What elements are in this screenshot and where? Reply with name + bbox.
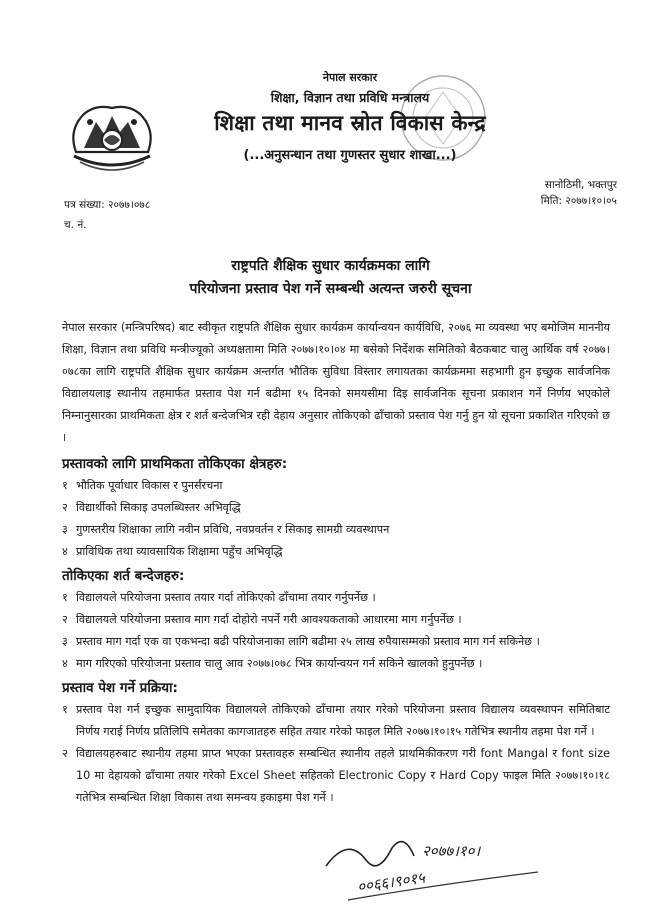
item-text: विद्यार्थीको सिकाइ उपलब्धिस्तर अभिवृद्धि <box>76 501 241 514</box>
item-text: विद्यालयले परियोजना प्रस्ताव तयार गर्दा तोकिएको ढाँचामा तयार गर्नुपर्नेछ । <box>76 591 376 604</box>
item-number: २ <box>62 747 68 760</box>
list-item <box>62 519 610 541</box>
item-number: २ <box>62 613 68 626</box>
item-number: २ <box>62 501 68 514</box>
intro-paragraph: नेपाल सरकार (मन्त्रिपरिषद) बाट स्वीकृत राष्ट्रपति शैक्षिक सुधार कार्यक्रम कार्यान्वयन कार्यविधि, २०७६ मा व्यवस्था भए बमोजिम माननीय शिक्षा, विज्ञान तथा प्रविधि मन्त्रीज्यूको अध्यक्षतामा मिति २०७७।१०।०४ मा बसेको निर्देशक समितिको बैठकबाट चालु आर्थिक वर्ष २०७७।०७८का लागि राष्ट्रपति शैक्षिक सुधार कार्यक्रम अन्तर्गत भौतिक सुविधा विस्तार लगायतका कार्यक्रममा सहभागी हुन इच्छुक सार्वजनिक विद्यालयलाइ स्थानीय तहमार्फत प्रस्ताव पेश गर्न बढीमा १५ दिनको समयसीमा दिइ सार्वजनिक सूचना प्रकाशन गर्ने निर्णय भएकोले निम्नानुसारका प्राथमिकता क्षेत्र र शर्त बन्देजभित्र रही देहाय अनुसार तोकिएको ढाँचाको प्रस्ताव पेश गर्नु हुन यो सूचना प्रकाशित गरिएको छ । <box>62 321 610 444</box>
handwritten-signature <box>318 826 548 906</box>
procedure-heading: प्रस्ताव पेश गर्ने प्रक्रिया: <box>62 680 178 696</box>
item-number: ३ <box>62 523 68 536</box>
list-item <box>62 699 610 743</box>
dispatch-number: च. नं. <box>64 219 87 231</box>
list-item <box>62 743 610 809</box>
item-number: ३ <box>62 635 68 648</box>
center-name: शिक्षा तथा मानव स्रोत विकास केन्द्र <box>214 111 486 135</box>
item-number: १ <box>62 703 68 716</box>
notice-title-line1: राष्ट्रपति शैक्षिक सुधार कार्यक्रमका लागि <box>231 258 430 274</box>
letter-number: पत्र संख्या: २०७७।०७८ <box>64 199 151 211</box>
item-text: विद्यालयले परियोजना प्रस्ताव माग गर्दा दोहोरो नपर्ने गरी आवश्यकताको आधारमा माग गर्नुपर्नेछ । <box>76 613 462 626</box>
list-item <box>62 475 610 497</box>
item-text: प्राविधिक तथा व्यावसायिक शिक्षामा पहुँच अभिवृद्धि <box>76 545 283 558</box>
item-text: प्रस्ताव माग गर्दा एक वा एकभन्दा बढी परियोजनाका लागि बढीमा २५ लाख रुपैयासम्मको प्रस्ताव माग गर्न सकिनेछ । <box>76 635 540 648</box>
item-text: भौतिक पूर्वाधार विकास र पुनर्संरचना <box>76 479 223 492</box>
notice-date: मिति: २०७७।१०।०५ <box>540 195 617 207</box>
item-text: प्रस्ताव पेश गर्न इच्छुक सामुदायिक विद्यालयले तोकिएको ढाँचामा तयार गरेको परियोजना प्रस्ताव विद्यालय व्यवस्थापन समितिबाट निर्णय गराई निर्णय प्रतिलिपि समेतका कागजातहरु सहित तयार गरेको फाइल मिति २०७७।१०।१५ गतेभित्र स्थानीय तहमा पेश गर्ने । <box>76 703 610 738</box>
list-item <box>62 609 610 631</box>
list-item <box>62 631 610 653</box>
item-text: माग गरिएको परियोजना प्रस्ताव चालु आव २०७७।०७८ भित्र कार्यान्वयन गर्न सकिने खालको हुनुपर्नेछ । <box>76 657 483 670</box>
ministry-name: शिक्षा, विज्ञान तथा प्रविधि मन्त्रालय <box>270 90 430 105</box>
signature-line1: २०७७।१०। <box>422 842 481 860</box>
list-item <box>62 497 610 519</box>
branch-name: (...अनुसन्धान तथा गुणस्तर सुधार शाखा...) <box>243 148 457 163</box>
signature-line2: ००६६।९०१५ <box>356 868 426 896</box>
list-item <box>62 653 610 675</box>
government-name: नेपाल सरकार <box>322 71 378 84</box>
item-text: गुणस्तरीय शिक्षाका लागि नवीन प्रविधि, नवप्रवर्तन र सिकाइ सामग्री व्यवस्थापन <box>76 523 390 536</box>
list-item <box>62 541 610 563</box>
item-number: ४ <box>62 657 68 670</box>
priority-heading: प्रस्तावको लागि प्राथमिकता तोकिएका क्षेत्रहरु: <box>62 456 288 472</box>
list-item <box>62 587 610 609</box>
item-number: १ <box>62 479 68 492</box>
item-text: विद्यालयहरुबाट स्थानीय तहमा प्राप्त भएका प्रस्तावहरु सम्बन्धित स्थानीय तहले प्राथमिकीकरण गरी font Mangal र font size 10 मा देहायको ढाँचामा तयार गरेको Excel Sheet सहितको Electronic Copy र Hard Copy फाइल मिति २०७७।१०।१८ गतेभित्र सम्बन्धित शिक्षा विकास तथा समन्वय इकाइमा पेश गर्ने । <box>76 747 610 804</box>
nepal-emblem-icon <box>66 92 158 174</box>
conditions-heading: तोकिएका शर्त बन्देजहरु: <box>62 568 185 584</box>
item-number: ४ <box>62 545 68 558</box>
office-place: सानोठिमी, भक्तपुर <box>544 179 617 191</box>
notice-title-line2: परियोजना प्रस्ताव पेश गर्ने सम्बन्धी अत्यन्त जरुरी सूचना <box>189 281 472 297</box>
notice-body <box>62 317 610 809</box>
item-number: १ <box>62 591 68 604</box>
